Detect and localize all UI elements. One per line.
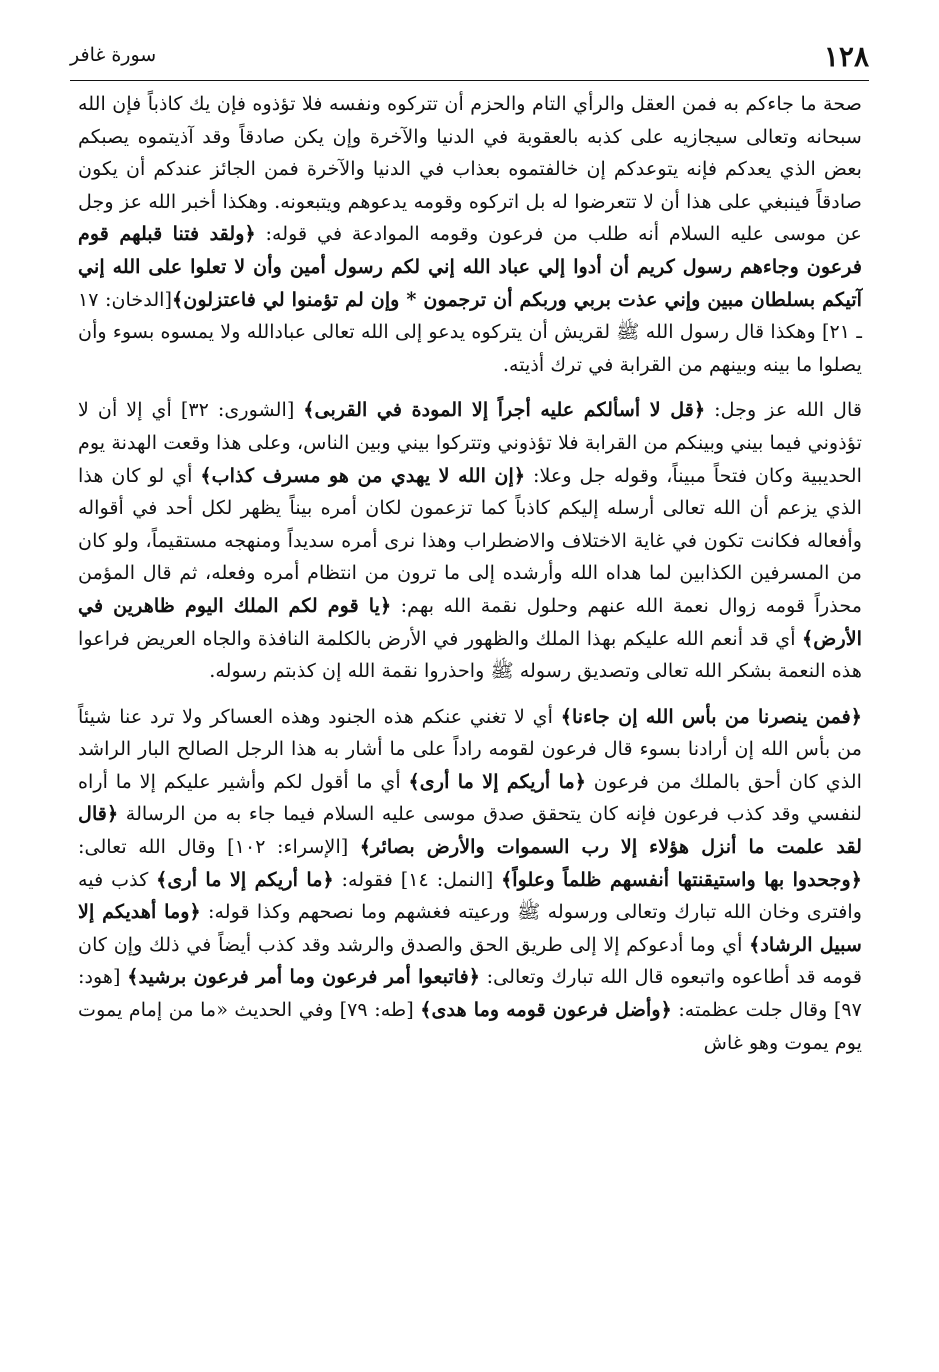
text-run: أي لا تغني عنكم هذه الجنود وهذه العساكر ولا ترد عنا شيئاً من بأس الله إن أرادنا بسوء قال فرعون لقومه راداً على ما أشار به هذا الرجل الصالح البار الراشد الذي كان أحق بالملك من فرعون [78,704,862,793]
quran-quote: ﴿وجحدوا بها واستيقنتها أنفسهم ظلماً وعلواً﴾ [501,867,862,891]
quran-quote: ﴿ما أريكم إلا ما أرى﴾ [408,769,586,793]
text-run: أي لو كان هذا الذي يزعم أن الله تعالى أرسله إليكم كاذباً كما تزعمون لكان أمره بيناً يظهر لكل أحد في أقواله وأفعاله فكانت تكون في غاية الاختلاف والاضطراب وهذا نرى أمره سديداً ومنهجه مستقيماً، ولو كان من المسرفين الكذابين لما هداه الله وأرشده إلى ما ترون من انتظام أمره وفعله، ثم قال المؤمن محذراً قومه زوال نعمة الله عنهم وحلول نقمة الله بهم: [78,463,862,617]
text-run: [هود: ٩٧] وقال جلت عظمته: [78,965,862,1022]
text-run: [الشورى: ٣٢] أي إلا أن لا تؤذوني فيما بيني وبينكم من القرابة فلا تؤذوني وتتركوا بيني وبين الناس، وعلى هذا وقعت الهدنة يوم الحديبية وكان فتحاً مبيناً، وقوله جل وعلا: [78,398,862,487]
surah-name: سورة غافر [70,44,157,66]
page-header [70,38,869,82]
header-divider [70,80,869,81]
text-run: [الإسراء: ١٠٢] وقال الله تعالى: [78,835,360,859]
paragraph-2 [78,394,862,687]
paragraph-1 [78,88,862,381]
body-text [78,88,862,1059]
quran-quote: ﴿فاتبعوا أمر فرعون وما أمر فرعون برشيد﴾ [127,965,480,989]
text-run: كذب فيه وافترى وخان الله تبارك وتعالى ورسوله ﷺ ورعيته فغشهم وما نصحهم وكذا قوله: [78,867,862,924]
text-run: قال الله عز وجل: [705,398,862,422]
quran-quote: ﴿ما أريكم إلا ما أرى﴾ [156,867,334,891]
text-run: [النمل: ١٤] فقوله: [333,867,502,891]
text-run: أي قد أنعم الله عليكم بهذا الملك والظهور في الأرض بالكلمة النافذة والجاه العريض فراعوا هذه النعمة بشكر الله تعالى وتصديق رسوله ﷺ واحذروا نقمة الله إن كذبتم رسوله. [78,626,862,683]
text-run: أي ما أقول لكم وأشير عليكم إلا ما أراه لنفسي وقد كذب فرعون فإنه كان يتحقق صدق موسى عليه السلام فيما جاء به من الرسالة [78,769,862,826]
quran-quote: ﴿وما أهديكم إلا سبيل الرشاد﴾ [78,900,863,956]
page-number: ١٢٨ [823,40,869,73]
quran-quote: ﴿وأضل فرعون قومه وما هدى﴾ [420,998,672,1022]
quran-quote: ﴿إن الله لا يهدي من هو مسرف كذاب﴾ [200,463,526,487]
paragraph-3 [78,701,862,1060]
quran-quote: ﴿ولقد فتنا قبلهم قوم فرعون وجاءهم رسول كريم أن أدوا إلي عباد الله إني لكم رسول أمين وأن لا تعلوا على الله إني آتيكم بسلطان مبين وإني عذت بربي وربكم أن ترجمون * وإن لم تؤمنوا لي فاعتزلون﴾ [78,222,862,311]
quran-quote: ﴿فمن ينصرنا من بأس الله إن جاءنا﴾ [560,704,862,728]
text-run: [طه: ٧٩] وفي الحديث «ما من إمام يموت يوم يموت وهو غاش [78,998,862,1054]
quran-quote: ﴿يا قوم لكم الملك اليوم ظاهرين في الأرض﴾ [78,593,862,650]
text-run: [الدخان: ١٧ ـ ٢١] وهكذا قال رسول الله ﷺ لقريش أن يتركوه يدعو إلى الله تعالى عبادالله ولا يمسوه بسوء وأن يصلوا ما بينه وبينهم من القرابة في ترك أذيته. [78,287,862,376]
text-run: صحة ما جاءكم به فمن العقل والرأي التام والحزم أن تتركوه ونفسه فلا تؤذوه فإن يك كاذباً فإن الله سبحانه وتعالى سيجازيه على كذبه بالعقوبة في الدنيا والآخرة وإن يكن صادقاً وقد آذيتموه يصبكم بعض الذي يعدكم فإنه يتوعدكم إن خالفتموه بعذاب في الدنيا والآخرة فمن الجائز عندكم أن يكون صادقاً فينبغي على هذا أن لا تتعرضوا له بل اتركوه وقومه يدعوهم ويتبعونه. وهكذا أخبر الله عز وجل عن موسى عليه السلام أنه طلب من فرعون وقومه الموادعة في قوله: [78,92,862,246]
text-run: أي وما أدعوكم إلا إلى طريق الحق والصدق والرشد وقد كذب أيضاً في ذلك وإن كان قومه قد أطاعوه واتبعوه قال الله تبارك وتعالى: [78,932,862,989]
quran-quote: ﴿قل لا أسألكم عليه أجراً إلا المودة في القربى﴾ [303,398,706,422]
quran-quote: ﴿قال لقد علمت ما أنزل هؤلاء إلا رب السموات والأرض بصائر﴾ [78,802,862,859]
